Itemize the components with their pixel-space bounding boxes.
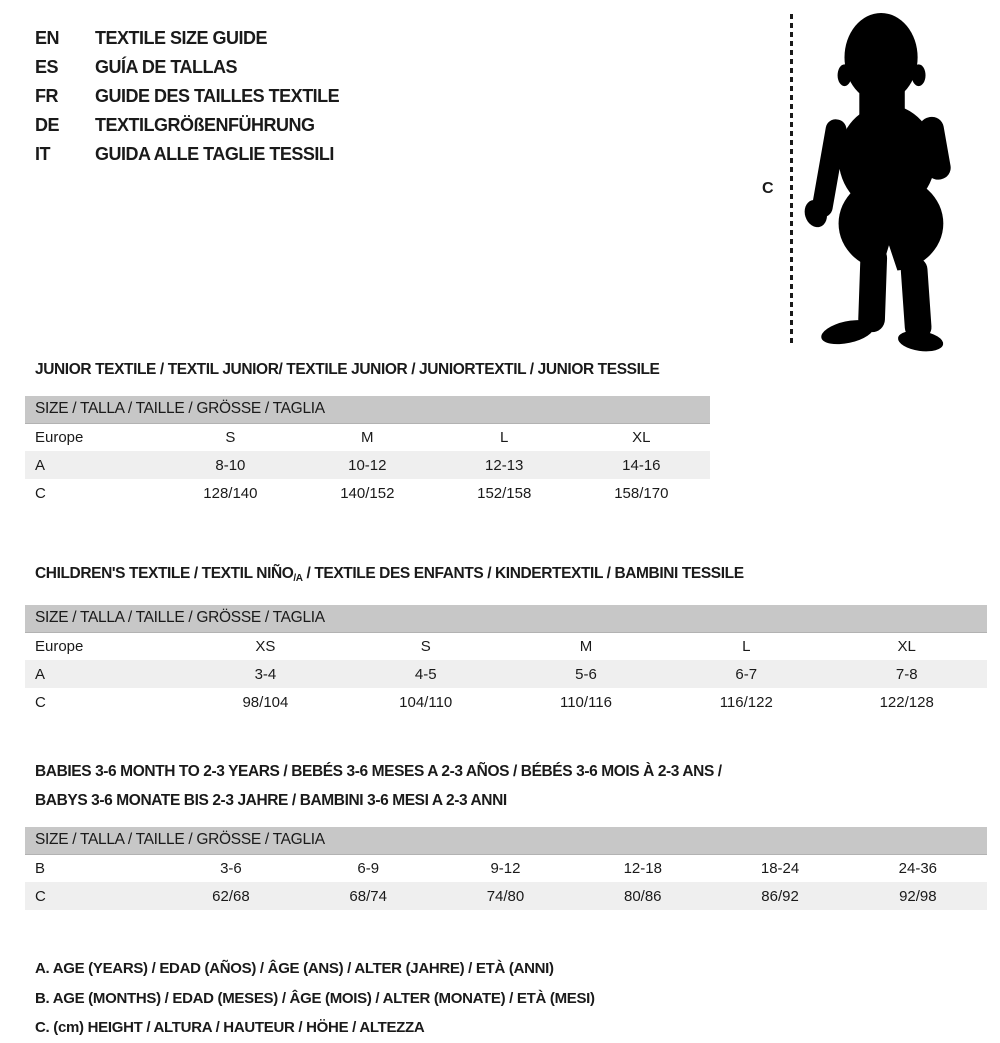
cell-value: 3-4	[185, 660, 345, 688]
table-header-label: SIZE / TALLA / TAILLE / GRÖSSE / TAGLIA	[25, 827, 987, 854]
cell-value: 74/80	[437, 882, 574, 910]
table-row	[25, 660, 987, 688]
cell-value: L	[500, 428, 509, 446]
language-row-es	[35, 53, 339, 82]
cell-value: 158/170	[614, 484, 669, 502]
footnote-line: A. AGE (YEARS) / EDAD (AÑOS) / ÂGE (ANS) / ALTER (JAHRE) / ETÀ (ANNI)	[35, 960, 554, 977]
table-header-row	[25, 396, 710, 423]
footnote-line: B. AGE (MONTHS) / EDAD (MESES) / ÂGE (MOIS) / ALTER (MONATE) / ETÀ (MESI)	[35, 989, 595, 1007]
language-row-it	[35, 140, 339, 169]
row-label: Europe	[35, 428, 84, 446]
language-code: EN	[35, 28, 60, 48]
table-header-label: SIZE / TALLA / TAILLE / GRÖSSE / TAGLIA	[25, 605, 987, 632]
row-label: C	[35, 693, 46, 711]
language-title: GUIDE DES TAILLES TEXTILE	[95, 86, 340, 106]
cell-value: 62/68	[162, 882, 299, 910]
cell-value: 68/74	[300, 882, 437, 910]
table-row	[25, 423, 710, 451]
language-guide	[35, 24, 339, 169]
children-title-prefix: CHILDREN'S TEXTILE / TEXTIL NIÑO	[35, 565, 294, 582]
language-title: GUIDA ALLE TAGLIE TESSILI	[95, 144, 334, 164]
children-title-suffix: / TEXTILE DES ENFANTS / KINDERTEXTIL / BAMBINI TESSILE	[302, 565, 744, 582]
children-size-table	[25, 605, 987, 716]
cell-value: 80/86	[574, 882, 711, 910]
cell-value: 12-18	[623, 859, 662, 877]
children-title-sub: /A	[293, 573, 303, 584]
cell-value: L	[742, 637, 751, 655]
babies-title-line2: BABYS 3-6 MONATE BIS 2-3 JAHRE / BAMBINI 3-6 MESI A 2-3 ANNI	[35, 792, 507, 809]
language-title: TEXTILE SIZE GUIDE	[95, 28, 268, 48]
cell-value: S	[225, 428, 236, 446]
cell-value: 3-6	[220, 859, 242, 877]
cell-value: 122/128	[879, 693, 934, 711]
language-code: DE	[35, 115, 60, 135]
cell-value: 14-16	[573, 451, 710, 479]
cell-value: 10-12	[299, 451, 436, 479]
height-measure-line	[790, 14, 793, 344]
cell-value: 18-24	[760, 859, 800, 877]
table-header-label: SIZE / TALLA / TAILLE / GRÖSSE / TAGLIA	[25, 396, 710, 423]
junior-section-title: JUNIOR TEXTILE / TEXTIL JUNIOR/ TEXTILE JUNIOR / JUNIORTEXTIL / JUNIOR TESSILE	[35, 361, 660, 378]
cell-value: 7-8	[826, 660, 987, 688]
cell-value: 9-12	[490, 859, 521, 877]
children-section-title	[35, 564, 987, 588]
row-label: B	[35, 859, 46, 877]
cell-value: 86/92	[711, 882, 848, 910]
table-header-row	[25, 605, 987, 632]
cell-value: 4-5	[346, 660, 506, 688]
table-row	[25, 479, 710, 507]
language-code: ES	[35, 57, 59, 77]
babies-size-table	[25, 827, 987, 910]
row-label: A	[25, 660, 185, 688]
cell-value: S	[420, 637, 431, 655]
junior-size-table	[25, 396, 710, 507]
table-row	[25, 854, 987, 882]
row-label: C	[35, 484, 46, 502]
table-row	[25, 688, 987, 716]
language-row-en	[35, 24, 339, 53]
baby-silhouette-icon	[802, 8, 970, 348]
row-label: Europe	[35, 637, 84, 655]
row-label: A	[25, 451, 162, 479]
footnote-line: C. (cm) HEIGHT / ALTURA / HAUTEUR / HÖHE / ALTEZZA	[35, 1019, 425, 1036]
cell-value: 92/98	[849, 882, 987, 910]
cell-value: 24-36	[898, 859, 938, 877]
height-measure-label: C	[762, 180, 774, 197]
table-row	[25, 451, 710, 479]
cell-value: 6-7	[666, 660, 826, 688]
cell-value: XS	[255, 637, 276, 655]
cell-value: 104/110	[399, 693, 453, 711]
language-code: FR	[35, 86, 58, 106]
language-row-fr	[35, 82, 339, 111]
row-label: C	[25, 882, 162, 910]
cell-value: 8-10	[162, 451, 299, 479]
cell-value: XL	[632, 428, 651, 446]
table-row	[25, 632, 987, 660]
language-title: GUÍA DE TALLAS	[95, 57, 237, 77]
language-code: IT	[35, 144, 50, 164]
table-row	[25, 882, 987, 910]
cell-value: 152/158	[477, 484, 532, 502]
cell-value: 140/152	[340, 484, 395, 502]
cell-value: 12-13	[436, 451, 573, 479]
cell-value: XL	[897, 637, 916, 655]
language-title: TEXTILGRÖßENFÜHRUNG	[95, 115, 315, 135]
table-header-row	[25, 827, 987, 854]
cell-value: M	[361, 428, 374, 446]
cell-value: 98/104	[242, 693, 289, 711]
cell-value: 128/140	[203, 484, 258, 502]
babies-section-title	[35, 762, 987, 810]
babies-title-line1: BABIES 3-6 MONTH TO 2-3 YEARS / BEBÉS 3-6 MESES A 2-3 AÑOS / BÉBÉS 3-6 MOIS À 2-3 ANS /	[35, 763, 722, 780]
language-row-de	[35, 111, 339, 140]
cell-value: 5-6	[506, 660, 666, 688]
size-guide-sections	[25, 355, 987, 1043]
footnotes	[35, 954, 987, 1043]
cell-value: 110/116	[559, 693, 612, 711]
cell-value: 116/122	[719, 693, 773, 711]
cell-value: 6-9	[357, 859, 380, 877]
cell-value: M	[579, 637, 593, 655]
